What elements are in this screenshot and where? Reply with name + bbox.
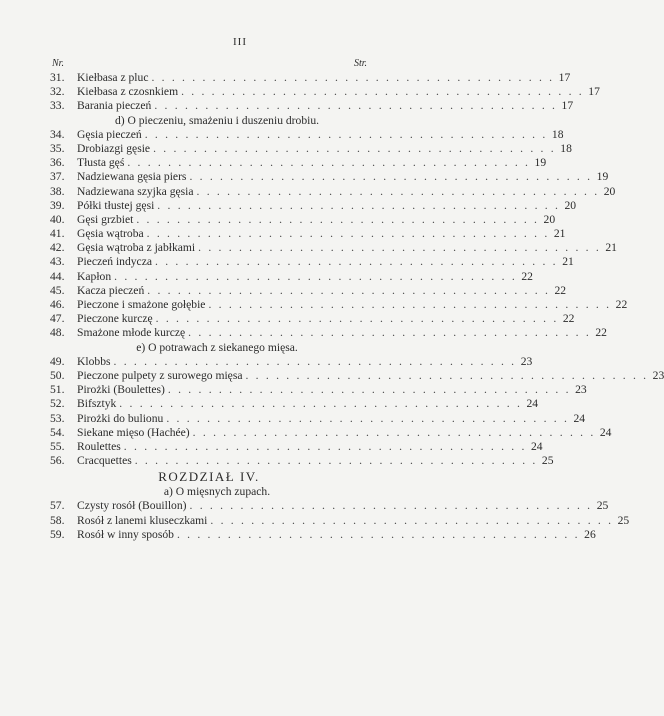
toc-entry [50, 156, 547, 170]
entry-number: 57. [50, 499, 65, 513]
entry-title: Rosół w inny sposób [77, 527, 174, 541]
entry-page: 25 [596, 499, 609, 513]
entry-page: 22 [562, 312, 575, 326]
toc-entry [50, 71, 571, 85]
entry-number: 50. [50, 368, 65, 382]
dot-leader: . . . . . . . . . . . . . . . . . . . . . . . . . . . . . . . . . . . . . . . . [176, 527, 580, 541]
dot-leader: . . . . . . . . . . . . . . . . . . . . . . . . . . . . . . . . . . . . . . . . [147, 283, 551, 297]
entry-page: 17 [561, 99, 574, 113]
entry-number: 32. [50, 85, 65, 99]
entry-page: 22 [521, 269, 533, 283]
toc-entry [50, 99, 574, 113]
entry-title: Cracquettes [77, 454, 132, 468]
dot-leader: . . . . . . . . . . . . . . . . . . . . . . . . . . . . . . . . . . . . . . . . [114, 269, 517, 283]
toc-entry [50, 269, 533, 284]
entry-title: Tłusta gęś [77, 156, 125, 170]
toc-entry [50, 397, 539, 411]
entry-title: Kacza pieczeń [77, 283, 145, 297]
toc-entry [50, 127, 564, 142]
dot-leader: . . . . . . . . . . . . . . . . . . . . . . . . . . . . . . . . . . . . . . . . [196, 184, 600, 198]
dot-leader: . . . . . . . . . . . . . . . . . . . . . . . . . . . . . . . . . . . . . . . . [157, 198, 561, 212]
entry-number: 48. [50, 326, 65, 340]
entry-number: 40. [50, 212, 65, 226]
entry-number: 31. [50, 71, 65, 84]
dot-leader: . . . . . . . . . . . . . . . . . . . . . . . . . . . . . . . . . . . . . . . . [154, 99, 558, 113]
entry-page: 23 [520, 354, 533, 368]
entry-number: 44. [50, 269, 65, 283]
entry-page: 20 [564, 198, 577, 212]
entry-page: 19 [534, 156, 547, 170]
entry-page: 24 [573, 411, 586, 425]
toc-entry [50, 198, 577, 213]
entry-number: 33. [50, 99, 65, 113]
entry-number: 45. [50, 283, 65, 297]
entry-title: Gęsia pieczeń [77, 127, 142, 141]
entry-number: 51. [50, 383, 65, 397]
entry-title: Smażone młode kurczę [77, 326, 186, 340]
toc-entry [50, 383, 587, 397]
entry-number: 54. [50, 425, 65, 439]
toc-entry [50, 454, 554, 468]
entry-number: 34. [50, 127, 65, 141]
entry-title: Czysty rosół (Bouillon) [77, 499, 187, 513]
entry-page: 21 [553, 227, 566, 241]
entry-title: Klobbs [77, 354, 111, 368]
toc-entry [50, 255, 574, 269]
dot-leader: . . . . . . . . . . . . . . . . . . . . . . . . . . . . . . . . . . . . . . . . [136, 212, 540, 226]
entry-title: Pieczeń indycza [77, 255, 152, 269]
entry-title: Bifsztyk [77, 397, 117, 411]
entry-title: Pieczone pulpety z surowego mięsa [77, 368, 243, 382]
dot-leader: . . . . . . . . . . . . . . . . . . . . . . . . . . . . . . . . . . . . . . . . [155, 255, 558, 269]
dot-leader: . . . . . . . . . . . . . . . . . . . . . . . . . . . . . . . . . . . . . . . . [151, 71, 555, 84]
section-heading-minced-meat: e) O potrawach z siekanego mięsa. [136, 340, 298, 354]
toc-entry [50, 411, 586, 426]
toc-entry [50, 170, 609, 184]
entry-number: 35. [50, 141, 65, 155]
entry-page: 24 [530, 439, 543, 453]
toc-entry [50, 439, 543, 454]
toc-group-poultry [50, 127, 628, 341]
dot-leader: . . . . . . . . . . . . . . . . . . . . . . . . . . . . . . . . . . . . . . . . [127, 156, 531, 170]
entry-number: 58. [50, 513, 65, 527]
entry-number: 46. [50, 298, 65, 311]
entry-title: Roulettes [77, 439, 121, 453]
entry-number: 43. [50, 255, 65, 269]
toc-entry [50, 312, 575, 326]
dot-leader: . . . . . . . . . . . . . . . . . . . . . . . . . . . . . . . . . . . . . . . . [144, 127, 548, 141]
chapter-heading: ROZDZIAŁ IV. [158, 469, 260, 485]
entry-page: 23 [575, 383, 587, 397]
entry-title: Gęsi grzbiet [77, 212, 134, 226]
entry-number: 56. [50, 454, 65, 468]
entry-number: 38. [50, 184, 65, 198]
entry-page: 20 [543, 212, 556, 226]
entry-page: 25 [541, 454, 554, 468]
dot-leader: . . . . . . . . . . . . . . . . . . . . . . . . . . . . . . . . . . . . . . . . [155, 312, 559, 326]
toc-entry [50, 499, 609, 513]
toc-group-meat-soups [50, 499, 630, 542]
toc-group-meat [50, 71, 600, 114]
entry-page: 24 [599, 425, 612, 439]
toc-entry [50, 227, 566, 241]
dot-leader: . . . . . . . . . . . . . . . . . . . . . . . . . . . . . . . . . . . . . . . . [210, 513, 614, 527]
dot-leader: . . . . . . . . . . . . . . . . . . . . . . . . . . . . . . . . . . . . . . . . [166, 411, 570, 425]
entry-title: Pieczone kurczę [77, 312, 153, 326]
toc-entry [50, 212, 556, 227]
toc-entry [50, 141, 572, 156]
toc-entry [50, 513, 630, 528]
entry-page: 21 [605, 241, 617, 255]
entry-page: 22 [595, 326, 607, 340]
entry-title: Gęsia wątroba z jabłkami [77, 241, 196, 255]
toc-entry [50, 425, 612, 440]
entry-page: 21 [562, 255, 574, 269]
dot-leader: . . . . . . . . . . . . . . . . . . . . . . . . . . . . . . . . . . . . . . . . [167, 383, 571, 397]
dot-leader: . . . . . . . . . . . . . . . . . . . . . . . . . . . . . . . . . . . . . . . . [119, 397, 523, 411]
dot-leader: . . . . . . . . . . . . . . . . . . . . . . . . . . . . . . . . . . . . . . . . [192, 425, 596, 439]
dot-leader: . . . . . . . . . . . . . . . . . . . . . . . . . . . . . . . . . . . . . . . . [134, 454, 538, 468]
entry-number: 47. [50, 312, 65, 326]
entry-page: 22 [554, 283, 567, 297]
entry-page: 23 [652, 368, 664, 382]
entry-page: 18 [551, 127, 564, 141]
entry-page: 17 [588, 85, 600, 99]
dot-leader: . . . . . . . . . . . . . . . . . . . . . . . . . . . . . . . . . . . . . . . . [208, 298, 612, 311]
toc-entry [50, 85, 600, 99]
entry-page: 26 [584, 527, 596, 541]
entry-title: Rosół z lanemi kluseczkami [77, 513, 208, 527]
entry-title: Pirożki do bulionu [77, 411, 164, 425]
entry-title: Siekane mięso (Hachée) [77, 425, 190, 439]
entry-page: 19 [596, 170, 609, 184]
entry-number: 59. [50, 527, 65, 541]
entry-title: Kapłon [77, 269, 112, 283]
entry-title: Półki tłustej gęsi [77, 198, 155, 212]
entry-page: 22 [615, 298, 628, 311]
entry-title: Pieczone i smażone gołębie [77, 298, 206, 311]
toc-entry [50, 326, 607, 340]
entry-number: 53. [50, 411, 65, 425]
entry-page: 24 [526, 397, 539, 411]
dot-leader: . . . . . . . . . . . . . . . . . . . . . . . . . . . . . . . . . . . . . . . . [153, 141, 556, 155]
section-heading-poultry: d) O pieczeniu, smażeniu i duszeniu drobiu. [114, 113, 320, 127]
column-header-page: Str. [354, 58, 368, 69]
toc-entry [50, 298, 628, 312]
toc-entry [50, 184, 616, 199]
toc-entry [50, 368, 664, 383]
entry-title: Drobiazgi gęsie [77, 141, 151, 155]
toc-group-minced-meat [50, 354, 664, 469]
toc-entry [50, 354, 533, 369]
dot-leader: . . . . . . . . . . . . . . . . . . . . . . . . . . . . . . . . . . . . . . . . [188, 326, 591, 340]
column-header-number: Nr. [52, 58, 64, 69]
entry-title: Nadziewana szyjka gęsia [77, 184, 194, 198]
dot-leader: . . . . . . . . . . . . . . . . . . . . . . . . . . . . . . . . . . . . . . . . [198, 241, 601, 255]
entry-number: 42. [50, 241, 65, 255]
entry-title: Kiełbasa z czosnkiem [77, 85, 179, 99]
dot-leader: . . . . . . . . . . . . . . . . . . . . . . . . . . . . . . . . . . . . . . . . [189, 170, 593, 184]
dot-leader: . . . . . . . . . . . . . . . . . . . . . . . . . . . . . . . . . . . . . . . . [146, 227, 550, 241]
entry-page: 17 [558, 71, 571, 84]
dot-leader: . . . . . . . . . . . . . . . . . . . . . . . . . . . . . . . . . . . . . . . . [113, 354, 517, 368]
table-of-contents [50, 71, 664, 542]
toc-entry [50, 527, 596, 542]
section-heading-meat-soups: a) O mięsnych zupach. [163, 485, 271, 499]
entry-title: Gęsia wątroba [77, 227, 144, 241]
entry-number: 52. [50, 397, 65, 411]
entry-page: 18 [560, 141, 572, 155]
entry-page: 20 [603, 184, 616, 198]
entry-title: Kiełbasa z pluc [77, 71, 149, 84]
entry-number: 37. [50, 170, 65, 184]
toc-entry [50, 241, 617, 255]
entry-number: 39. [50, 198, 65, 212]
dot-leader: . . . . . . . . . . . . . . . . . . . . . . . . . . . . . . . . . . . . . . . . [189, 499, 593, 513]
entry-title: Barania pieczeń [77, 99, 152, 113]
entry-number: 49. [50, 354, 65, 368]
entry-page: 25 [617, 513, 630, 527]
page-number: III [233, 36, 247, 48]
dot-leader: . . . . . . . . . . . . . . . . . . . . . . . . . . . . . . . . . . . . . . . . [181, 85, 584, 99]
entry-title: Nadziewana gęsia piers [77, 170, 187, 184]
entry-number: 55. [50, 439, 65, 453]
entry-number: 36. [50, 156, 65, 170]
entry-number: 41. [50, 227, 65, 241]
toc-entry [50, 283, 567, 298]
entry-title: Pirożki (Boulettes) [77, 383, 165, 397]
dot-leader: . . . . . . . . . . . . . . . . . . . . . . . . . . . . . . . . . . . . . . . . [123, 439, 527, 453]
dot-leader: . . . . . . . . . . . . . . . . . . . . . . . . . . . . . . . . . . . . . . . . [245, 368, 649, 382]
